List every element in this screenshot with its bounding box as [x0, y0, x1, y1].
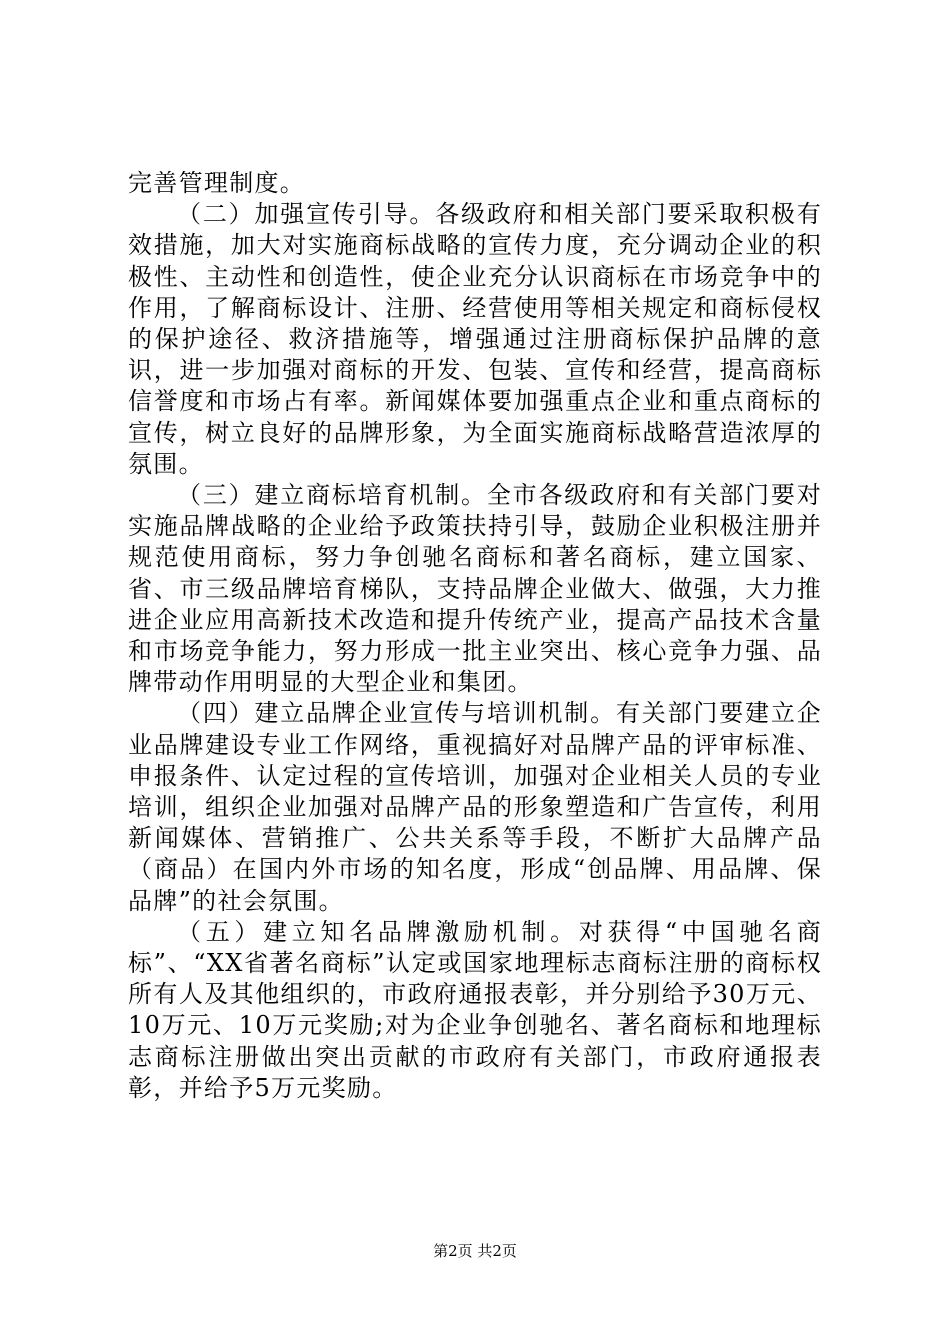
- paragraph-trademark-cultivation: （三）建立商标培育机制。全市各级政府和有关部门要对实施品牌战略的企业给予政策扶持引导，鼓励企业积极注册并规范使用商标，努力争创驰名商标和著名商标，建立国家、省、市三级品牌培育梯队，支持品牌企业做大、做强，大力推进企业应用高新技术改造和提升传统产业，提高产品技术含量和市场竞争能力，努力形成一批主业突出、核心竞争力强、品牌带动作用明显的大型企业和集团。: [128, 481, 822, 697]
- paragraph-brand-incentive: （五）建立知名品牌激励机制。对获得“中国驰名商标”、“XX省著名商标”认定或国家地理标志商标注册的商标权所有人及其他组织的，市政府通报表彰，并分别给予30万元、10万元、10万元奖励;对为企业争创驰名、著名商标和地理标志商标注册做出突出贡献的市政府有关部门，市政府通报表彰，并给予5万元奖励。: [128, 917, 822, 1102]
- document-body: [128, 168, 822, 1104]
- paragraph-continuation: 完善管理制度。: [128, 169, 306, 197]
- page-footer: 第2页 共2页: [433, 1242, 517, 1260]
- paragraph-publicity-guidance: （二）加强宣传引导。各级政府和相关部门要采取积极有效措施，加大对实施商标战略的宣传力度，充分调动企业的积极性、主动性和创造性，使企业充分认识商标在市场竞争中的作用，了解商标设计、注册、经营使用等相关规定和商标侵权的保护途径、救济措施等，增强通过注册商标保护品牌的意识，进一步加强对商标的开发、包装、宣传和经营，提高商标信誉度和市场占有率。新闻媒体要加强重点企业和重点商标的宣传，树立良好的品牌形象，为全面实施商标战略营造浓厚的氛围。: [128, 200, 822, 478]
- paragraph-brand-training: （四）建立品牌企业宣传与培训机制。有关部门要建立企业品牌建设专业工作网络，重视搞好对品牌产品的评审标准、申报条件、认定过程的宣传培训，加强对企业相关人员的专业培训，组织企业加强对品牌产品的形象塑造和广告宣传，利用新闻媒体、营销推广、公共关系等手段，不断扩大品牌产品（商品）在国内外市场的知名度，形成“创品牌、用品牌、保品牌”的社会氛围。: [128, 699, 822, 915]
